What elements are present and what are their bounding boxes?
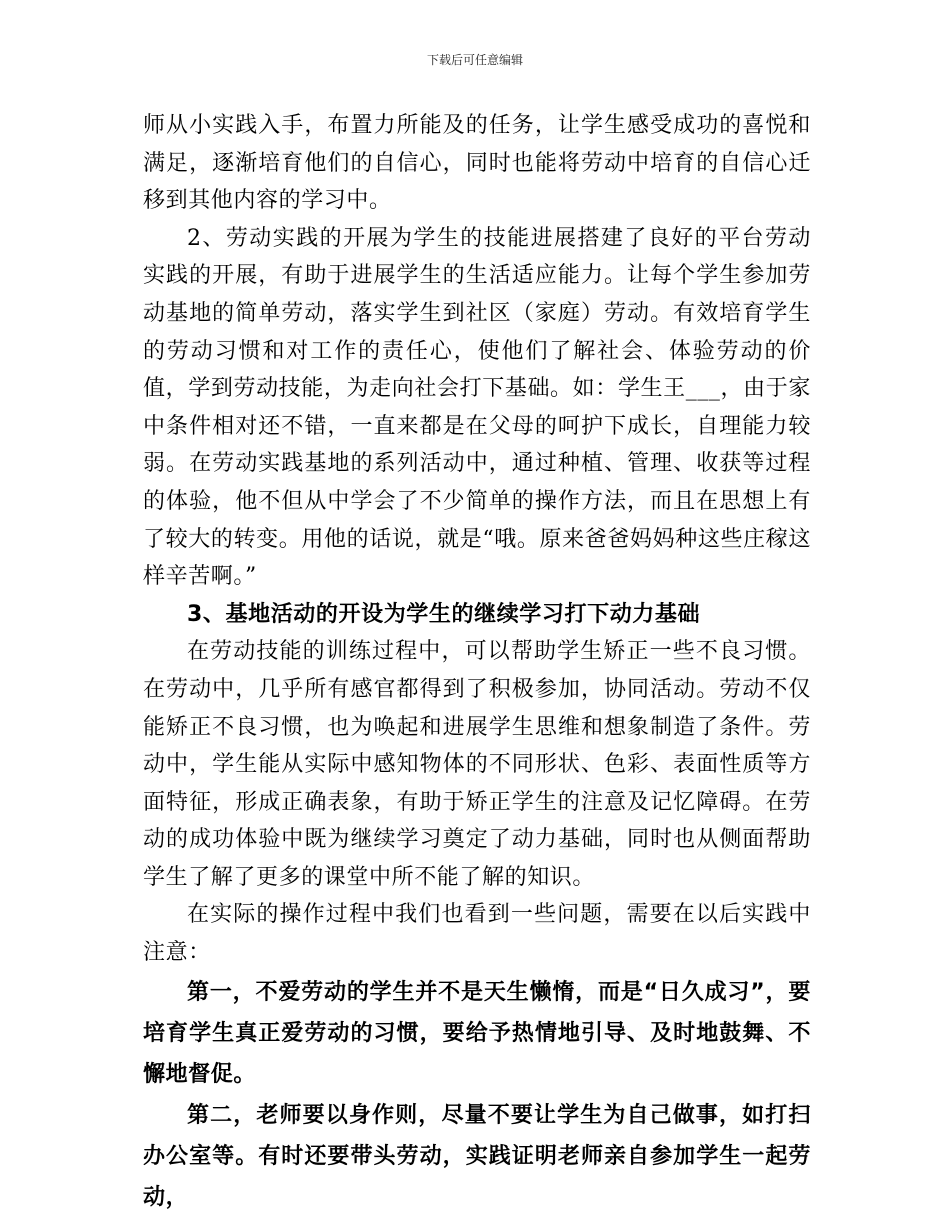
- paragraph-problems-intro: 在实际的操作过程中我们也看到一些问题，需要在以后实践中注意：: [143, 902, 811, 966]
- paragraph-section-2: 2、劳动实践的开展为学生的技能进展搭建了良好的平台劳动实践的开展，有助于进展学生的生活适应能力。让每个学生参加劳动基地的简单劳动，落实学生到社区（家庭）劳动。有效培育学生的劳动习惯和对工作的责任心，使他们了解社会、体验劳动的价值，学到劳动技能，为走向社会打下基础。如：学生王___，由于家中条件相对还不错，一直来都是在父母的呵护下成长，自理能力较弱。在劳动实践基地的系列活动中，通过种植、管理、收获等过程的体验，他不但从中学会了不少简单的操作方法，而且在思想上有了较大的转变。用他的话说，就是“哦。原来爸爸妈妈种这些庄稼这样辛苦啊。”: [143, 225, 811, 590]
- paragraph-point-first: 第一，不爱劳动的学生并不是天生懒惰，而是“日久成习”，要培育学生真正爱劳动的习惯，要给予热情地引导、及时地鼓舞、不懈地督促。: [143, 979, 811, 1087]
- paragraph-section-3: 在劳动技能的训练过程中，可以帮助学生矫正一些不良习惯。在劳动中，几乎所有感官都得到了积极参加，协同活动。劳动不仅能矫正不良习惯，也为唤起和进展学生思维和想象制造了条件。劳动中，学生能从实际中感知物体的不同形状、色彩、表面性质等方面特征，形成正确表象，有助于矫正学生的注意及记忆障碍。在劳动的成功体验中既为继续学习奠定了动力基础，同时也从侧面帮助学生了解了更多的课堂中所不能了解的知识。: [143, 639, 811, 890]
- document-body: [143, 107, 811, 1218]
- paragraph-continuation: 师从小实践入手，布置力所能及的任务，让学生感受成功的喜悦和满足，逐渐培育他们的自信心，同时也能将劳动中培育的自信心迁移到其他内容的学习中。: [143, 113, 811, 214]
- paragraph-point-second: 第二，老师要以身作则，尽量不要让学生为自己做事，如打扫办公室等。有时还要带头劳动，实践证明老师亲自参加学生一起劳动，: [143, 1102, 811, 1210]
- section-heading-3: 3、基地活动的开设为学生的继续学习打下动力基础: [187, 601, 701, 627]
- page-header: 下载后可任意编辑: [426, 53, 523, 67]
